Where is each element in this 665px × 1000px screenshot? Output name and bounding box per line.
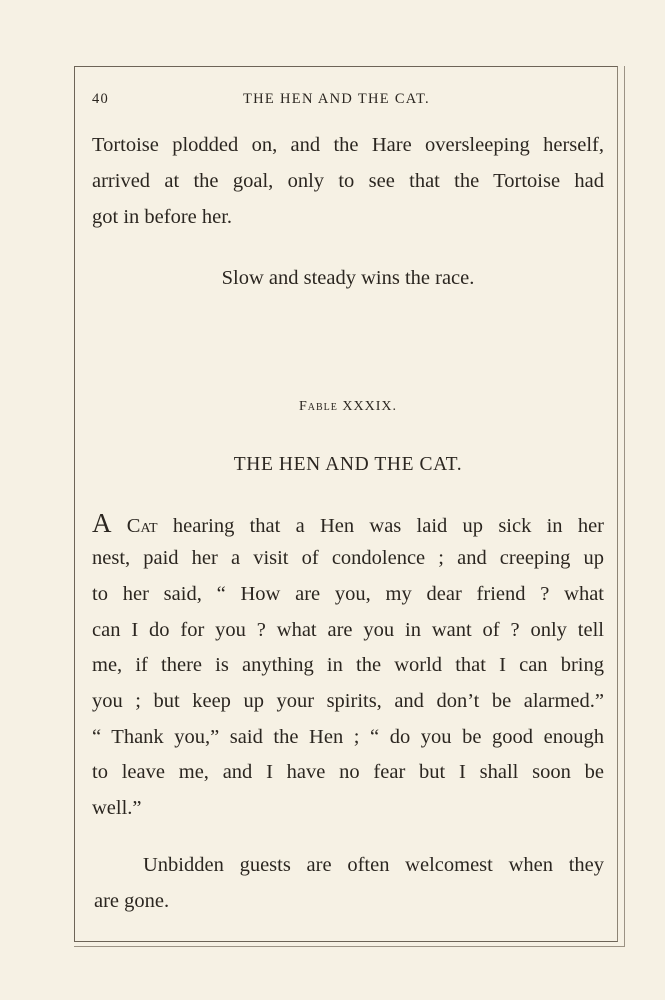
text-line: to her said, “ How are you, my dear friend ? what — [92, 583, 604, 605]
moral-line: are gone. — [94, 890, 170, 912]
text-line: to leave me, and I have no fear but I shall soon be — [92, 761, 604, 783]
page-edge-bottom — [74, 946, 625, 947]
page-edge-right — [624, 66, 625, 946]
text-line: well.” — [92, 797, 142, 819]
text-line: arrived at the goal, only to see that the Tortoise had — [92, 170, 604, 192]
fable-title: THE HEN AND THE CAT. — [233, 454, 463, 475]
running-title: THE HEN AND THE CAT. — [243, 91, 430, 107]
moral: Slow and steady wins the race. — [221, 267, 475, 289]
smallcaps-word: Cat — [126, 515, 158, 537]
moral-line: Unbidden guests are often welcomest when they — [143, 854, 604, 876]
text-line: got in before her. — [92, 206, 233, 228]
text-line: Tortoise plodded on, and the Hare oversleeping herself, — [92, 134, 604, 156]
text-line: you ; but keep up your spirits, and don’t be alarmed.” — [92, 690, 604, 712]
text-line: “ Thank you,” said the Hen ; “ do you be good enough — [92, 726, 604, 748]
text-line: me, if there is anything in the world that I can bring — [92, 654, 604, 676]
fable-first-line — [92, 506, 604, 543]
running-head — [92, 91, 608, 115]
text-line: nest, paid her a visit of condolence ; and creeping up — [92, 547, 604, 569]
drop-initial: A — [92, 508, 112, 538]
fable-number-text: Fable XXXIX. — [299, 399, 397, 414]
fable-number — [92, 399, 604, 415]
page-number: 40 — [92, 91, 110, 107]
first-line-rest: hearing that a Hen was laid up sick in her — [157, 515, 605, 537]
text-line: can I do for you ? what are you in want of ? only tell — [92, 619, 604, 641]
